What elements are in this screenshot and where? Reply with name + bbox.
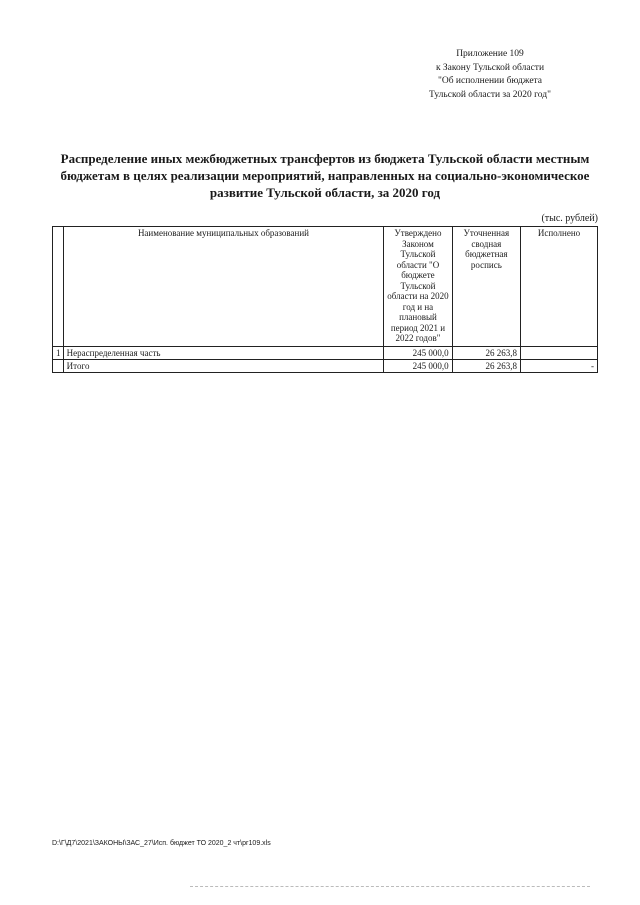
total-approved: 245 000,0 — [384, 360, 452, 373]
appendix-line: Приложение 109 — [456, 49, 524, 59]
row-executed — [521, 347, 598, 360]
total-executed: - — [521, 360, 598, 373]
header-executed: Исполнено — [521, 227, 598, 347]
header-name: Наименование муниципальных образований — [63, 227, 384, 347]
total-num — [53, 360, 64, 373]
unit-note: (тыс. рублей) — [541, 213, 598, 224]
row-name: Нераспределенная часть — [63, 347, 384, 360]
bottom-divider — [190, 886, 590, 887]
total-specified: 26 263,8 — [452, 360, 520, 373]
transfers-table — [52, 226, 598, 373]
row-num: 1 — [53, 347, 64, 360]
row-approved: 245 000,0 — [384, 347, 452, 360]
appendix-line: Тульской области за 2020 год" — [429, 89, 551, 100]
table-row — [53, 347, 598, 360]
header-specified: Уточненная сводная бюджетная роспись — [452, 227, 520, 347]
title-line: развитие Тульской области, за 2020 год — [209, 185, 441, 200]
total-name: Итого — [63, 360, 384, 373]
appendix-line: "Об исполнении бюджета — [437, 76, 543, 86]
header-num — [53, 227, 64, 347]
table-header-row — [53, 227, 598, 347]
appendix-line: к Закону Тульской области — [435, 62, 545, 73]
file-path-footer: D:\Г\Д7\2021\ЗАКОНЫ\ЗАС_27\Исп. бюджет ТО 2020_2 чт\рг109.xls — [52, 840, 271, 847]
document-title — [60, 150, 590, 201]
title-line: бюджетам в целях реализации мероприятий, направленных на социально-экономическое — [60, 168, 590, 183]
row-specified: 26 263,8 — [452, 347, 520, 360]
title-line: Распределение иных межбюджетных трансфертов из бюджета Тульской области местным — [60, 151, 590, 166]
header-approved: Утверждено Законом Тульской области "О бюджете Тульской области на 2020 год и на плановый период 2021 и 2022 годов" — [384, 227, 452, 347]
appendix-block — [400, 48, 580, 102]
total-row — [53, 360, 598, 373]
